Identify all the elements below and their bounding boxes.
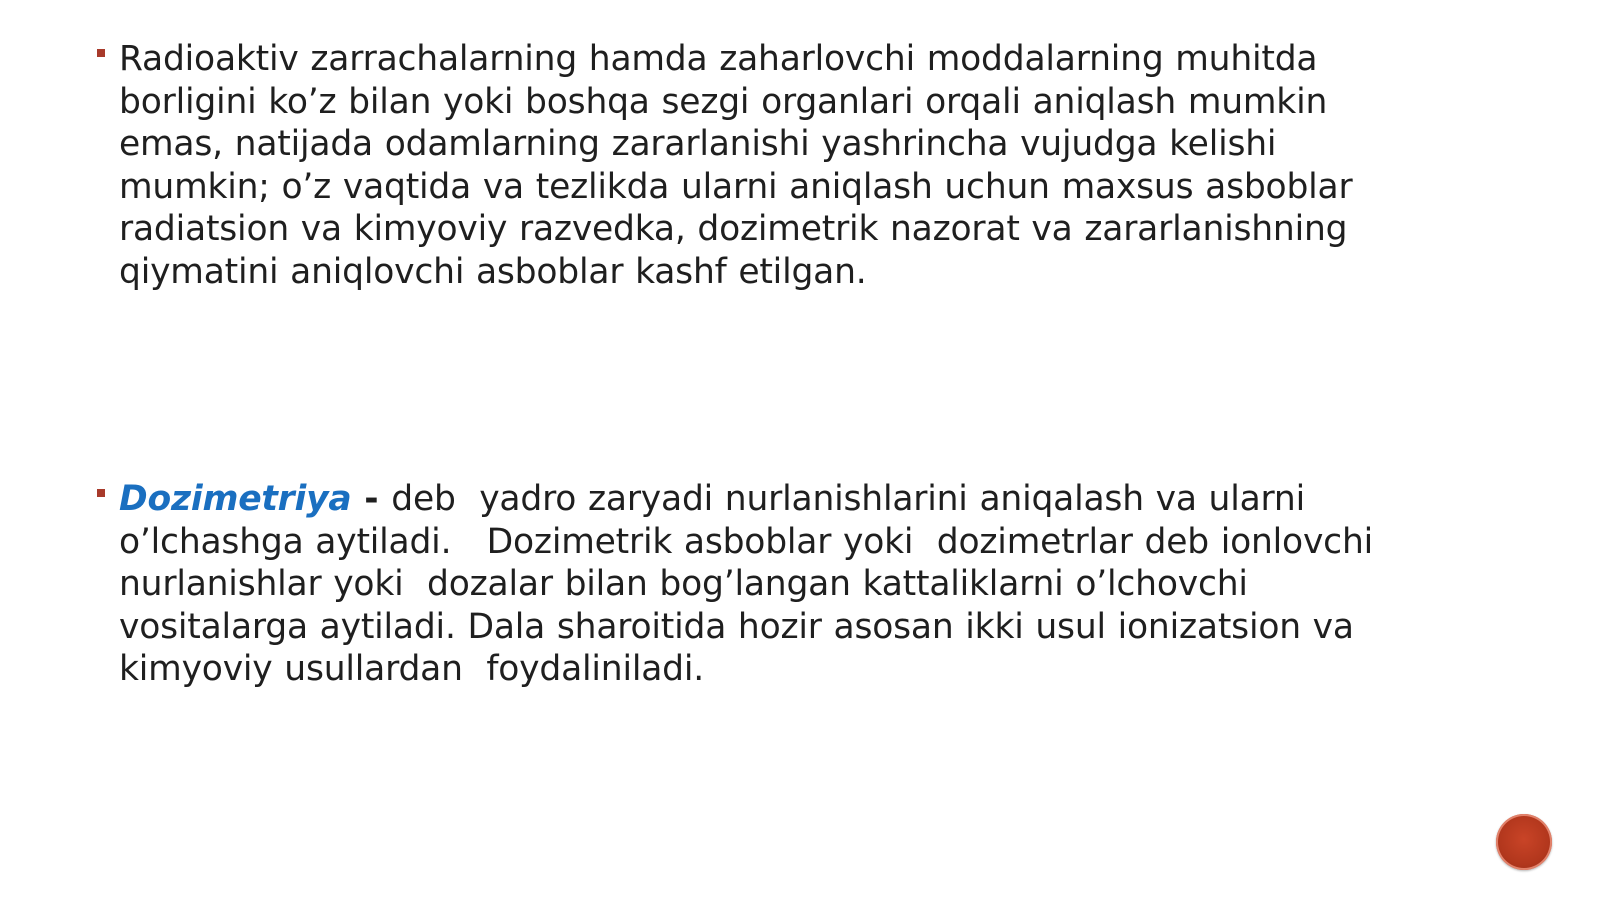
bullet-text <box>119 478 1387 691</box>
term-separator: - <box>351 479 392 519</box>
definition-text: deb yadro zaryadi nurlanishlarini aniqalash va ularni o’lchashga aytiladi. Dozimetrik asboblar yoki dozimetrlar deb ionlovchi nurlanishlar yoki dozalar bilan bog’langan kattaliklarni o’lchovchi vositalarga aytiladi. Dala sharoitida hozir asosan ikki usul ionizatsion va kimyoviy usullardan foydaliniladi. <box>119 479 1385 689</box>
bullet-item-1 <box>97 38 1387 293</box>
square-bullet-icon <box>97 49 105 57</box>
next-slide-button[interactable] <box>1496 814 1552 870</box>
square-bullet-icon <box>97 489 105 497</box>
bullet-item-2 <box>97 478 1387 691</box>
bullet-text: Radioaktiv zarrachalarning hamda zaharlovchi moddalarning muhitda borligini ko’z bilan yoki boshqa sezgi organlari orqali aniqlash mumkin emas, natijada odamlarning zararlanishi yashrincha vujudga kelishi mumkin; o’z vaqtida va tezlikda ularni aniqlash uchun maxsus asboblar radiatsion va kimyoviy razvedka, dozimetrik nazorat va zararlanishning qiymatini aniqlovchi asboblar kashf etilgan. <box>119 39 1365 292</box>
term-dozimetriya: Dozimetriya <box>119 479 352 519</box>
